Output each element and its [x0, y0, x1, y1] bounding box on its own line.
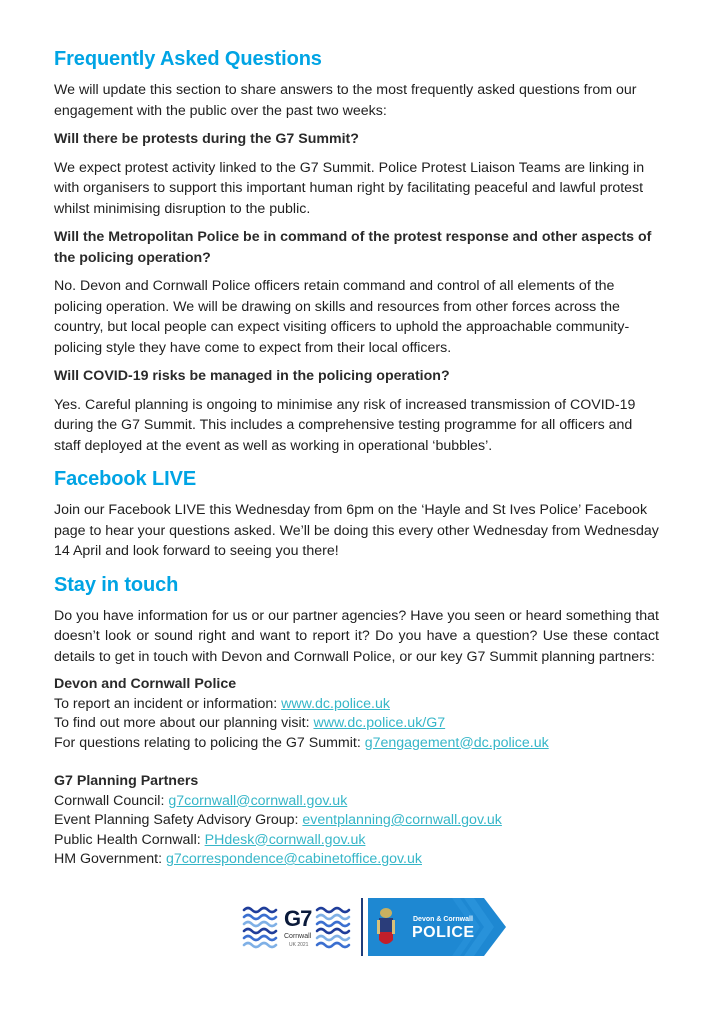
g7-sub: UK 2021	[289, 942, 309, 948]
contact-label: HM Government:	[54, 851, 166, 867]
police-big-text: POLICE	[412, 924, 475, 941]
contact-line	[54, 714, 659, 734]
contact-link[interactable]: eventplanning@cornwall.gov.uk	[302, 812, 502, 828]
contact-link[interactable]: PHdesk@cornwall.gov.uk	[204, 831, 366, 848]
stay-in-touch-heading: Stay in touch	[54, 573, 179, 596]
contact-line	[54, 734, 659, 754]
stay-in-touch-section	[54, 572, 659, 870]
contact-line	[54, 811, 659, 831]
contact-group-heading: G7 Planning Partners	[54, 773, 199, 789]
faq-heading: Frequently Asked Questions	[54, 48, 322, 70]
g7-cornwall-logo	[241, 900, 356, 956]
contact-label: To find out more about our planning visit:	[54, 715, 314, 731]
contact-group-heading: Devon and Cornwall Police	[54, 676, 237, 692]
faq-answer: No. Devon and Cornwall Police officers retain command and control of all elements of the policing operation. We will be drawing on skills and resources from other forces across the country, but local people can expect visiting officers to uphold the approachable community-policing style they have come to expect from their local officers.	[54, 278, 630, 356]
contact-line	[54, 695, 659, 715]
faq-question: Will COVID-19 risks be managed in the policing operation?	[54, 368, 450, 384]
faq-intro: We will update this section to share answers to the most frequently asked questions from our engagement with the public over the past two weeks:	[54, 82, 637, 119]
footer-logos	[241, 896, 526, 958]
faq-section	[54, 46, 659, 456]
facebook-heading: Facebook LIVE	[54, 468, 197, 490]
contact-label: Public Health Cornwall:	[54, 831, 205, 848]
g7-place: Cornwall	[284, 933, 312, 940]
facebook-section	[54, 466, 659, 562]
contact-label: Event Planning Safety Advisory Group:	[54, 812, 303, 828]
faq-question: Will the Metropolitan Police be in command of the protest response and other aspects of the policing operation?	[54, 229, 652, 266]
facebook-body: Join our Facebook LIVE this Wednesday from 6pm on the ‘Hayle and St Ives Police’ Facebook page to hear your questions asked. We’ll be doing this every other Wednesday from Wednesday 14 April and look forward to seeing you there!	[54, 502, 659, 559]
document-page	[54, 46, 659, 880]
devon-cornwall-police-logo	[368, 898, 508, 956]
stay-in-touch-body: Do you have information for us or our partner agencies? Have you seen or heard something that doesn’t look or sound right and want to report it? Do you have a question? Use these contact details to get in touch with Devon and Cornwall Police, or our key G7 Summit planning partners:	[54, 607, 659, 665]
contact-link[interactable]: g7cornwall@cornwall.gov.uk	[168, 792, 348, 809]
contact-label: Cornwall Council:	[54, 792, 169, 809]
logo-divider	[361, 898, 363, 956]
contact-group-police	[54, 675, 659, 753]
faq-question: Will there be protests during the G7 Summit?	[54, 131, 359, 147]
contact-line	[54, 831, 659, 851]
contact-link[interactable]: g7engagement@dc.police.uk	[364, 734, 549, 751]
faq-answer: We expect protest activity linked to the G7 Summit. Police Protest Liaison Teams are linking in with organisers to support this important human right by facilitating peaceful and lawful protest whilst minimising disruption to the public.	[54, 159, 645, 217]
contact-label: To report an incident or information:	[54, 695, 282, 712]
g7-mark: G7	[284, 906, 312, 931]
faq-answer: Yes. Careful planning is ongoing to minimise any risk of increased transmission of COVID-19 during the G7 Summit. This includes a comprehensive testing programme for all officers and staff deployed at the event as well as working in operational ‘bubbles’.	[54, 396, 636, 454]
contact-link[interactable]: g7correspondence@cabinetoffice.gov.uk	[165, 851, 422, 867]
police-small-text: Devon & Cornwall	[413, 916, 473, 923]
contact-link[interactable]: www.dc.police.uk	[281, 695, 390, 712]
contact-label: For questions relating to policing the G7 Summit:	[54, 734, 365, 751]
contact-line	[54, 792, 659, 812]
contact-group-partners	[54, 772, 659, 870]
contact-link[interactable]: www.dc.police.uk/G7	[313, 715, 446, 731]
contact-line	[54, 850, 659, 870]
